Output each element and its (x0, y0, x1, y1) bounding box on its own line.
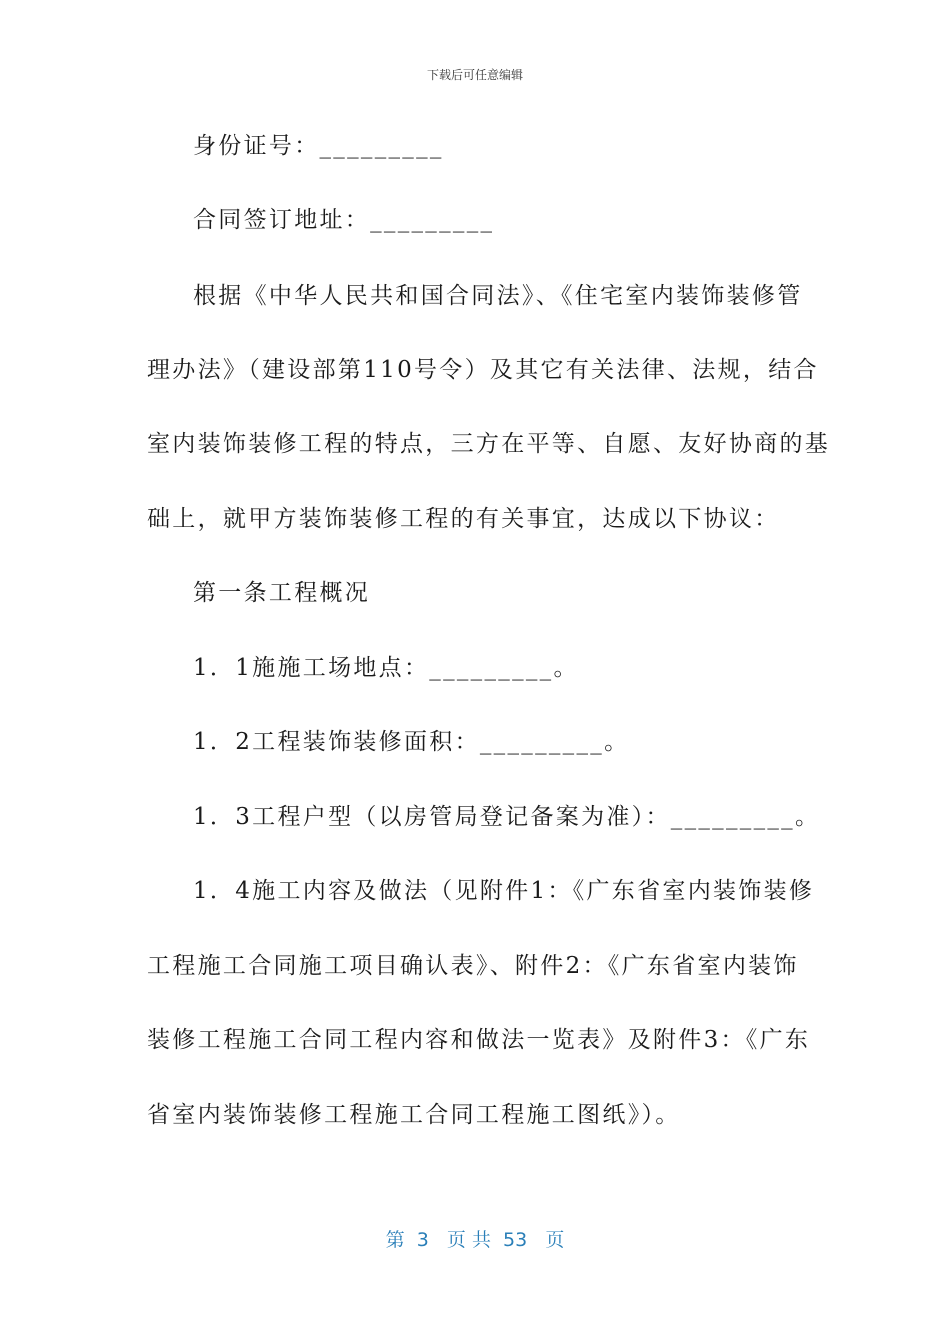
item-1-4-line-2: 工程施工合同施工项目确认表》、附件2：《广东省室内装饰 (147, 953, 799, 979)
item-1-4-line-4: 省室内装饰装修工程施工合同工程施工图纸》）。 (147, 1102, 681, 1128)
item-1-4-line-3: 装修工程施工合同工程内容和做法一览表》及附件3：《广东 (147, 1027, 811, 1053)
item-1-2: 1．2工程装饰装修面积：_________。 (193, 729, 630, 755)
article-1-title: 第一条工程概况 (193, 580, 371, 606)
item-1-1: 1．1施施工场地点：_________。 (193, 655, 579, 681)
id-number-line: 身份证号：_________ (193, 133, 444, 159)
page-number-footer: 第 3 页 共 53 页 (385, 1229, 565, 1251)
intro-line-4: 础上，就甲方装饰装修工程的有关事宜，达成以下协议： (147, 506, 780, 532)
intro-line-3: 室内装饰装修工程的特点，三方在平等、自愿、友好协商的基 (147, 431, 831, 457)
intro-line-2: 理办法》（建设部第110号令）及其它有关法律、法规，结合 (147, 357, 819, 383)
item-1-3: 1．3工程户型（以房管局登记备案为准）：_________。 (193, 804, 821, 830)
sign-address-line: 合同签订地址：_________ (193, 207, 495, 233)
item-1-4-line-1: 1．4施工内容及做法（见附件1：《广东省室内装饰装修 (193, 878, 815, 904)
intro-line-1: 根据《中华人民共和国合同法》、《住宅室内装饰装修管 (193, 283, 803, 309)
header-note: 下载后可任意编辑 (426, 68, 523, 82)
